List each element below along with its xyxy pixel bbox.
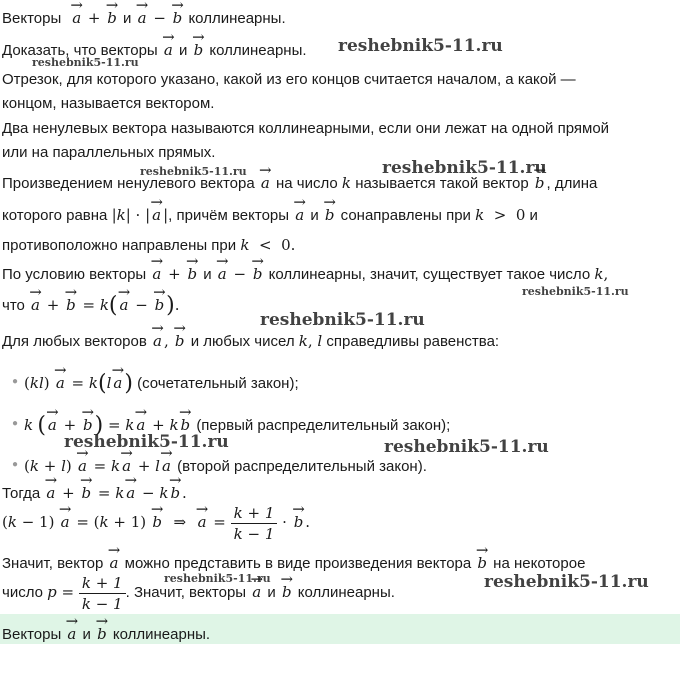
law-1: ● (kl) → a = k(l→ a) (сочетательный закон); bbox=[2, 372, 299, 394]
solution-line-16: Тогда → a + → b = k→ a − k→ b . bbox=[2, 483, 187, 504]
answer-line: Векторы → a и → b коллинеарны. bbox=[2, 624, 210, 645]
vector-b: → b bbox=[105, 8, 119, 28]
theory-line-5: Два ненулевых вектора называются коллинеарными, если они лежат на одной прямой bbox=[2, 120, 610, 137]
theory-line-8: которого равна |k| · |→ a |, причём векторы → a и → b сонаправлены при k > 0 и bbox=[2, 205, 538, 226]
law-3: ● (k + l) → a = k→ a + l→ a (второй распределительный закон). bbox=[2, 455, 427, 477]
vector-a: → a bbox=[70, 8, 83, 28]
watermark: reshebnik5-11.ru bbox=[382, 158, 547, 178]
watermark: reshebnik5-11.ru bbox=[484, 572, 649, 592]
watermark: reshebnik5-11.ru bbox=[32, 56, 139, 69]
problem-line-1: Векторы → a + → b и → a − → b коллинеарны. bbox=[2, 8, 286, 29]
theory-line-9: противоположно направлены при k < 0. bbox=[2, 236, 296, 254]
solution-line-18: Значит, вектор → a можно представить в виде произведения вектора → b на некоторое bbox=[2, 553, 585, 574]
watermark: reshebnik5-11.ru bbox=[260, 310, 425, 330]
theory-line-6: или на параллельных прямых. bbox=[2, 144, 216, 161]
theory-line-7: Произведением ненулевого вектора → a на число k называется такой вектор → b , длина bbox=[2, 173, 597, 194]
watermark: reshebnik5-11.ru bbox=[384, 437, 549, 457]
solution-line-19: число p = $\frac{k + 1}{k - 1}$ . Значит, векторы → a и → b коллинеарны. bbox=[2, 572, 395, 614]
watermark: reshebnik5-11.ru bbox=[522, 285, 629, 298]
solution-line-12: Для любых векторов → a , → b и любых чисел k, l справедливы равенства: bbox=[2, 331, 499, 352]
watermark: reshebnik5-11.ru bbox=[338, 36, 503, 56]
law-2: ● k (→ a + → b) = k→ a + k→ b (первый распределительный закон); bbox=[2, 414, 450, 436]
theory-line-3: Отрезок, для которого указано, какой из его концов считается началом, а какой — bbox=[2, 71, 576, 88]
watermark: reshebnik5-11.ru bbox=[64, 432, 229, 452]
solution-line-11: что → a + → b = k(→ a − → b). bbox=[2, 295, 180, 316]
watermark: reshebnik5-11.ru bbox=[164, 572, 271, 585]
problem-line-2: Доказать, что векторы → a и → b коллинеарны. bbox=[2, 40, 307, 61]
solution-line-17: (k − 1) → a = (k + 1) → b ⇒ → a = $\frac{k + 1}{k - 1}$ · → b . bbox=[2, 502, 310, 544]
solution-line-10: По условию векторы → a + → b и → a − → b коллинеарны, значит, существует такое число k, bbox=[2, 264, 608, 285]
watermark: reshebnik5-11.ru bbox=[140, 165, 247, 178]
theory-line-4: концом, называется вектором. bbox=[2, 95, 215, 112]
